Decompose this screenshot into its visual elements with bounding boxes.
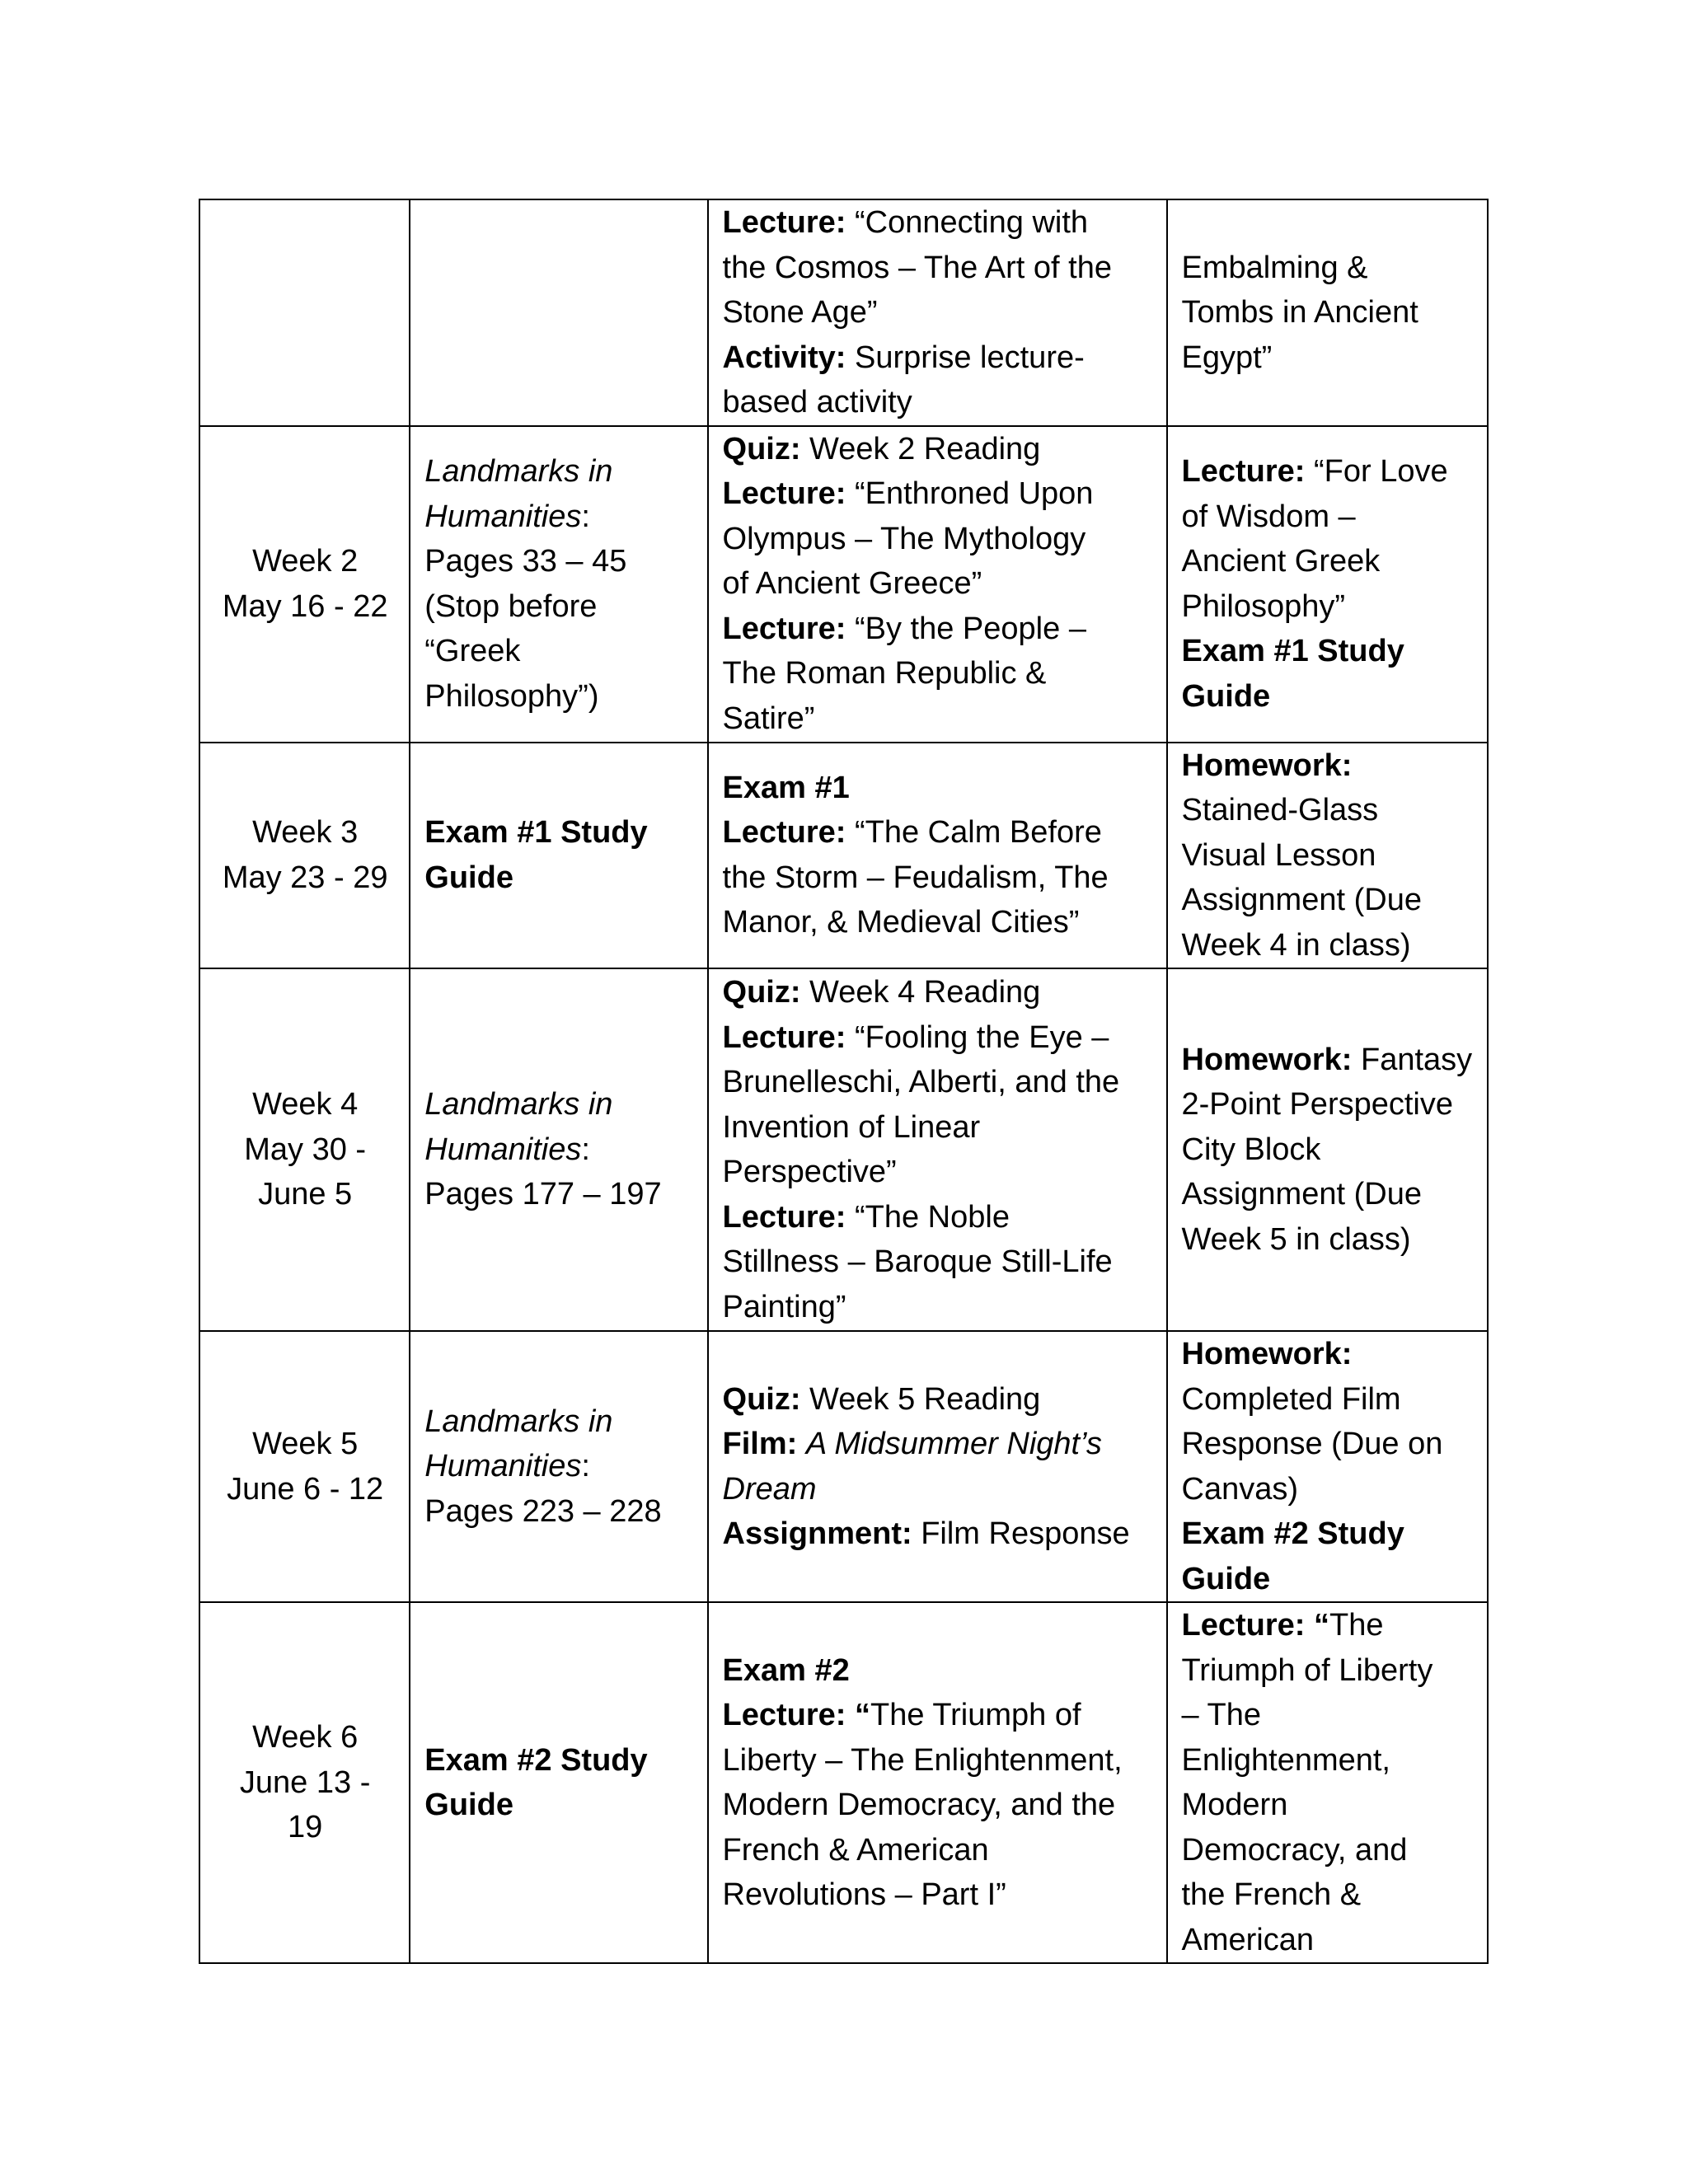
table-row [199, 1331, 1488, 1602]
cell-line [1182, 1918, 1475, 1963]
text-run: Humanities [424, 499, 582, 534]
text-run [797, 1427, 806, 1461]
cell-line [723, 200, 1153, 246]
text-run: Embalming & [1181, 250, 1368, 285]
homework-cell [1167, 743, 1489, 969]
text-run: Quiz: [722, 1381, 801, 1417]
cell-line [424, 674, 693, 719]
class-activity-cell [708, 1331, 1167, 1602]
cell-line [1182, 833, 1475, 879]
text-run: Surprise lecture- [846, 340, 1085, 375]
cell-line [1182, 1082, 1475, 1127]
homework-cell [1167, 199, 1489, 426]
cell-line [1182, 1038, 1475, 1083]
text-run: Assignment (Due [1181, 1177, 1422, 1212]
cell-line [723, 1377, 1153, 1422]
reading-cell [410, 743, 707, 969]
week-label: Week 3 [252, 815, 359, 851]
week-label: May 30 - [244, 1132, 367, 1167]
text-run: Landmarks in [424, 1087, 613, 1122]
cell-line [723, 335, 1153, 381]
reading-cell [410, 968, 707, 1331]
cell-line [723, 970, 1153, 1015]
cell-line [1182, 1422, 1475, 1467]
text-run: Lecture: [722, 611, 846, 646]
cell-line [1182, 1127, 1475, 1173]
text-run: Brunelleschi, Alberti, and the [722, 1065, 1120, 1099]
text-run: The Roman Republic & [722, 656, 1047, 691]
text-run: Exam #1 Study [424, 815, 648, 851]
cell-line [1182, 1648, 1475, 1694]
cell-line [723, 517, 1153, 562]
cell-line [1182, 1828, 1475, 1873]
cell-line [1182, 1332, 1475, 1377]
text-run: French & American [722, 1832, 989, 1868]
homework-cell [1167, 426, 1489, 743]
homework-cell [1167, 1602, 1489, 1963]
text-run: Canvas) [1181, 1471, 1298, 1507]
cell-line [723, 1285, 1153, 1330]
cell-line [1182, 1467, 1475, 1512]
text-run: City Block [1181, 1132, 1321, 1167]
text-run: Week 2 Reading [800, 431, 1041, 466]
class-activity-cell [708, 1602, 1167, 1963]
cell-line [1182, 1511, 1475, 1557]
homework-cell [1167, 1331, 1489, 1602]
text-run: “The Noble [846, 1199, 1010, 1235]
text-run: Perspective” [722, 1155, 897, 1189]
text-run: “Enthroned Upon [846, 476, 1094, 512]
cell-line [723, 1693, 1153, 1738]
table-row [199, 743, 1488, 969]
text-run: Lecture: [722, 815, 846, 851]
text-run: Pages 33 – 45 [424, 544, 627, 579]
text-run: American [1181, 1922, 1314, 1957]
cell-line [424, 584, 693, 630]
cell-line [1182, 494, 1475, 540]
text-run: Quiz: [722, 431, 801, 466]
cell-line [424, 810, 693, 855]
cell-line [723, 1015, 1153, 1061]
cell-line [723, 246, 1153, 291]
cell-line [723, 1738, 1153, 1783]
text-run: Lecture: [722, 205, 846, 240]
homework-cell [1167, 968, 1489, 1331]
cell-line [723, 810, 1153, 855]
text-run: of Wisdom – [1181, 499, 1356, 534]
text-run: Olympus – The Mythology [722, 521, 1086, 556]
cell-line [1182, 1738, 1475, 1783]
week-label: June 6 - 12 [227, 1471, 384, 1507]
text-run: A Midsummer Night’s [805, 1427, 1102, 1461]
cell-line [424, 539, 693, 584]
cell-line [1182, 1603, 1475, 1648]
text-run: “Fooling the Eye – [846, 1019, 1109, 1055]
week-label: June 5 [258, 1177, 353, 1212]
cell-line [424, 629, 693, 674]
cell-line [723, 766, 1153, 811]
text-run: Exam #2 [722, 1652, 850, 1688]
text-run: Lecture: “ [722, 1698, 870, 1732]
cell-line [424, 1783, 693, 1828]
week-cell [199, 968, 410, 1331]
cell-line [1182, 1217, 1475, 1263]
text-run: Landmarks in [424, 454, 613, 489]
text-run: Triumph of Liberty [1181, 1652, 1433, 1688]
cell-line [1182, 923, 1475, 968]
cell-line [424, 494, 693, 540]
cell-line [1182, 335, 1475, 381]
reading-cell [410, 426, 707, 743]
text-run: Humanities [424, 1132, 582, 1167]
cell-line [424, 1172, 693, 1217]
text-run: Exam #2 Study [1181, 1516, 1404, 1551]
cell-line [1182, 878, 1475, 923]
table-row [199, 199, 1488, 426]
text-run: Modern [1181, 1788, 1288, 1822]
week-label: Week 5 [252, 1427, 359, 1461]
text-run: Completed Film [1181, 1381, 1401, 1417]
text-run: Pages 223 – 228 [424, 1493, 662, 1529]
text-run: “Greek [424, 634, 521, 668]
cell-line [723, 696, 1153, 742]
text-run: Assignment: [722, 1516, 912, 1551]
cell-line [1182, 290, 1475, 335]
text-run: Exam #2 Study [424, 1742, 648, 1778]
class-activity-cell [708, 743, 1167, 969]
cell-line [1182, 674, 1475, 719]
text-run: “For Love [1305, 454, 1448, 489]
text-run: Landmarks in [424, 1404, 613, 1439]
cell-line [723, 1422, 1153, 1467]
cell-line [723, 900, 1153, 945]
cell-line [1182, 246, 1475, 291]
cell-line [1182, 788, 1475, 833]
cell-line [723, 1783, 1153, 1828]
text-run: Satire” [722, 701, 815, 736]
text-run: The Triumph of [870, 1698, 1081, 1732]
cell-line [1182, 449, 1475, 494]
class-activity-cell [708, 199, 1167, 426]
text-run: Lecture: “ [1181, 1608, 1329, 1643]
week-label: May 23 - 29 [222, 860, 388, 895]
text-run: : [581, 1132, 590, 1167]
cell-line [1182, 629, 1475, 674]
cell-line [723, 1511, 1153, 1557]
cell-line [723, 1105, 1153, 1151]
text-run: Invention of Linear [722, 1109, 981, 1145]
cell-line [723, 1648, 1153, 1694]
text-run: Week 4 Reading [800, 975, 1041, 1010]
week-cell [199, 1602, 410, 1963]
reading-cell [410, 1331, 707, 1602]
week-cell [199, 426, 410, 743]
cell-line [723, 1240, 1153, 1285]
text-run: Manor, & Medieval Cities” [722, 905, 1080, 940]
text-run: Homework: [1181, 1337, 1353, 1371]
cell-line [723, 1195, 1153, 1240]
text-run: Visual Lesson [1181, 837, 1376, 873]
text-run: Quiz: [722, 975, 801, 1010]
text-run: Egypt” [1181, 340, 1273, 375]
text-run: Exam #1 Study [1181, 634, 1404, 668]
text-run: Homework: [1181, 1042, 1353, 1077]
cell-line [723, 1872, 1153, 1918]
text-run: Guide [424, 1788, 513, 1822]
text-run: Assignment (Due [1181, 883, 1422, 917]
cell-line [424, 855, 693, 901]
text-run: Revolutions – Part I” [722, 1877, 1006, 1912]
cell-line [723, 290, 1153, 335]
text-run: “By the People – [846, 611, 1086, 646]
text-run: : [581, 499, 590, 534]
text-run: Week 5 Reading [800, 1381, 1041, 1417]
text-run: Response (Due on [1181, 1427, 1443, 1461]
text-run: Philosophy” [1181, 588, 1346, 624]
text-run: the Cosmos – The Art of the [722, 250, 1112, 285]
cell-line [1182, 1783, 1475, 1828]
text-run: Lecture: [722, 1199, 846, 1235]
text-run: Modern Democracy, and the [722, 1788, 1116, 1822]
week-cell [199, 199, 410, 426]
cell-line [1182, 1872, 1475, 1918]
text-run: Film: [722, 1427, 798, 1461]
cell-line [723, 1060, 1153, 1105]
text-run: “The Calm Before [846, 815, 1102, 851]
cell-line [1182, 1693, 1475, 1738]
cell-line [1182, 743, 1475, 789]
text-run: the French & [1181, 1877, 1362, 1912]
text-run: Guide [1181, 678, 1271, 714]
cell-line [723, 380, 1153, 425]
text-run: Guide [424, 860, 513, 895]
text-run: Lecture: [722, 1019, 846, 1055]
text-run: Tombs in Ancient [1181, 295, 1418, 330]
text-run: Dream [722, 1471, 817, 1507]
text-run: Exam #1 [722, 770, 850, 805]
cell-line [1182, 1557, 1475, 1602]
week-label: 19 [288, 1810, 323, 1845]
text-run: Enlightenment, [1181, 1742, 1390, 1778]
cell-line [424, 1399, 693, 1445]
text-run: Pages 177 – 197 [424, 1177, 662, 1212]
cell-line [424, 449, 693, 494]
text-run: Philosophy”) [424, 678, 599, 714]
text-run: the Storm – Feudalism, The [722, 860, 1109, 895]
cell-line [723, 651, 1153, 696]
text-run: (Stop before [424, 588, 598, 624]
week-label: Week 6 [252, 1720, 359, 1755]
text-run: Film Response [912, 1516, 1130, 1551]
schedule-body [199, 199, 1488, 1963]
week-cell [199, 743, 410, 969]
table-row [199, 1602, 1488, 1963]
cell-line [424, 1082, 693, 1127]
cell-line [723, 471, 1153, 517]
text-run: 2-Point Perspective [1181, 1087, 1453, 1122]
text-run: Week 5 in class) [1181, 1221, 1411, 1257]
cell-line [1182, 584, 1475, 630]
cell-line [723, 1828, 1153, 1873]
text-run: “Connecting with [846, 205, 1089, 240]
cell-line [723, 427, 1153, 472]
week-label: Week 4 [252, 1087, 359, 1122]
text-run: Democracy, and [1181, 1832, 1408, 1868]
cell-line [424, 1489, 693, 1535]
text-run: Homework: [1181, 748, 1353, 783]
text-run: Guide [1181, 1561, 1271, 1596]
week-label: May 16 - 22 [222, 588, 388, 624]
class-activity-cell [708, 426, 1167, 743]
text-run: Stained-Glass [1181, 793, 1379, 827]
cell-line [1182, 1377, 1475, 1422]
schedule-table [199, 199, 1489, 1964]
week-label: Week 2 [252, 544, 359, 579]
text-run: Lecture: [1181, 454, 1306, 489]
text-run: – The [1181, 1698, 1261, 1732]
text-run: of Ancient Greece” [722, 566, 982, 602]
week-cell [199, 1331, 410, 1602]
cell-line [723, 1150, 1153, 1195]
text-run: Fantasy [1352, 1042, 1473, 1077]
text-run: Activity: [722, 340, 846, 375]
text-run: : [581, 1449, 590, 1484]
class-activity-cell [708, 968, 1167, 1331]
cell-line [1182, 539, 1475, 584]
cell-line [424, 1444, 693, 1489]
text-run: Lecture: [722, 476, 846, 512]
cell-line [723, 607, 1153, 652]
table-row [199, 426, 1488, 743]
cell-line [723, 855, 1153, 901]
text-run: Painting” [722, 1289, 846, 1324]
text-run: Stillness – Baroque Still-Life [722, 1244, 1113, 1279]
cell-line [723, 1467, 1153, 1512]
cell-line [1182, 1172, 1475, 1217]
cell-line [424, 1127, 693, 1173]
text-run: Liberty – The Enlightenment, [722, 1742, 1123, 1778]
cell-line [723, 561, 1153, 607]
reading-cell [410, 1602, 707, 1963]
cell-line [424, 1738, 693, 1783]
text-run: Humanities [424, 1449, 582, 1484]
text-run: Ancient Greek [1181, 544, 1381, 579]
reading-cell [410, 199, 707, 426]
table-row [199, 968, 1488, 1331]
text-run: Week 4 in class) [1181, 927, 1411, 963]
week-label: June 13 - [239, 1765, 371, 1800]
text-run: based activity [722, 385, 912, 419]
text-run: The [1329, 1608, 1384, 1643]
text-run: Stone Age” [722, 295, 878, 330]
